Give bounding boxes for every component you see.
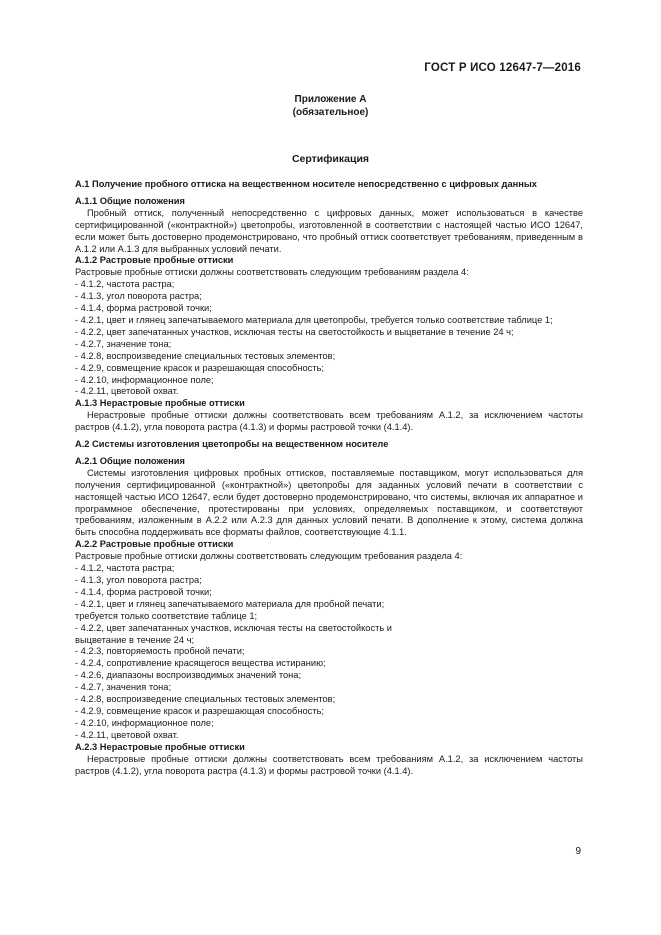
list-item: - 4.2.9, совмещение красок и разрешающая способность; [75,362,325,373]
appendix-subtitle: (обязательное) [292,107,369,118]
appendix-heading [0,93,661,119]
heading-a1: А.1 Получение пробного оттиска на вещественном носителе непосредственно с цифровых данных [75,179,537,189]
list-item: - 4.2.4, сопротивление красящегося вещества истиранию; [75,658,326,669]
paragraph-a22-intro: Растровые пробные оттиски должны соответствовать следующим требования раздела 4: [75,551,463,562]
list-item: - 4.2.10, информационное поле; [75,717,214,728]
list-item: - 4.1.3, угол поворота растра; [75,291,202,302]
list-item: - 4.2.6, диапазоны воспроизводимых значений тона; [75,670,302,681]
list-item: - 4.1.4, форма растровой точки; [75,303,212,314]
paragraph-a11: Пробный оттиск, полученный непосредственно с цифровых данных, может использоваться в качестве сертифицированной («контрактной») цветопробы, изготовленной в соответствии с настоящей частью ИСО 12647, если может быть достоверно продемонстрировано, что пробный оттиск соответствует требованиям, приведенным в А.1.2 или А.1.3 для выбранных условий печати. [75,207,583,254]
paragraph-a13: Нерастровые пробные оттиски должны соответствовать всем требованиям А.1.2, за исключением частоты растров (4.1.2), угла поворота растра (4.1.3) и формы растровой точки (4.1.4). [75,410,583,433]
list-a22 [75,563,583,742]
paragraph-a21: Системы изготовления цифровых пробных оттисков, поставляемые поставщиком, могут использоваться для получения сертифицированной («контрактной») цветопробы для заданных условий печати в соответствии с настоящей частью ИСО 12647, если будет достоверно продемонстрировано, что системы, включая их аппаратное и программное обеспечение, протестированы при условиях, определяемых поставщиком, и соответствуют требованиям, изложенным в А.2.2 или А.2.3 для данных условий печати. В дополнение к этому, система должна быть способна поддерживать все форматы файлов, соответствующие 4.1.1. [75,467,583,538]
list-item: - 4.1.2, частота растра; [75,279,175,290]
paragraph-a23: Нерастровые пробные оттиски должны соответствовать всем требованиям А.1.2, за исключением частоты растров (4.1.2), угла поворота растра (4.1.3) и формы растровой точки (4.1.4). [75,753,583,776]
list-item: - 4.2.3, повторяемость пробной печати; [75,646,245,657]
list-item: - 4.2.8, воспроизведение специальных тестовых элементов; [75,694,336,705]
list-item: - 4.2.2, цвет запечатанных участков, исключая тесты на светостойкость и [75,622,392,633]
list-item: - 4.2.8, воспроизведение специальных тестовых элементов; [75,350,336,361]
list-item: - 4.2.7, значения тона; [75,682,172,693]
list-item: - 4.2.11, цветовой охват. [75,729,179,740]
list-item: - 4.2.10, информационное поле; [75,374,214,385]
list-item: - 4.2.2, цвет запечатанных участков, исключая тесты на светостойкость и выцветание в течение 24 ч; [75,326,514,337]
list-item: требуется только соответствие таблице 1; [75,610,258,621]
list-item: - 4.2.1, цвет и глянец запечатываемого материала для пробной печати; [75,598,385,609]
list-item: - 4.2.1, цвет и глянец запечатываемого материала для цветопробы, требуется только соответствие таблице 1; [75,314,553,325]
list-item: - 4.2.7, значение тона; [75,338,172,349]
heading-a23: А.2.3 Нерастровые пробные оттиски [75,741,245,752]
appendix-title: Приложение А [294,94,367,105]
heading-a22: А.2.2 Растровые пробные оттиски [75,539,234,550]
list-item: - 4.1.2, частота растра; [75,563,175,574]
section-title: Сертификация [291,153,370,165]
list-item: - 4.1.4, форма растровой точки; [75,586,212,597]
heading-a12: А.1.2 Растровые пробные оттиски [75,255,234,266]
list-item: выцветание в течение 24 ч; [75,634,195,645]
list-a12 [75,279,583,398]
heading-a2: А.2 Системы изготовления цветопробы на вещественном носителе [75,439,389,450]
standard-designation: ГОСТ Р ИСО 12647-7—2016 [424,62,581,74]
heading-a21: А.2.1 Общие положения [75,455,185,466]
list-item: - 4.1.3, угол поворота растра; [75,575,202,585]
heading-a11: А.1.1 Общие положения [75,195,185,206]
list-item: - 4.2.9, совмещение красок и разрешающая способность; [75,705,325,716]
heading-a13: А.1.3 Нерастровые пробные оттиски [75,398,245,409]
paragraph-a12-intro: Растровые пробные оттиски должны соответствовать следующим требованиям раздела 4: [75,267,469,278]
list-item: - 4.2.11, цветовой охват. [75,386,179,397]
page-number: 9 [575,846,581,857]
document-body [75,179,583,777]
